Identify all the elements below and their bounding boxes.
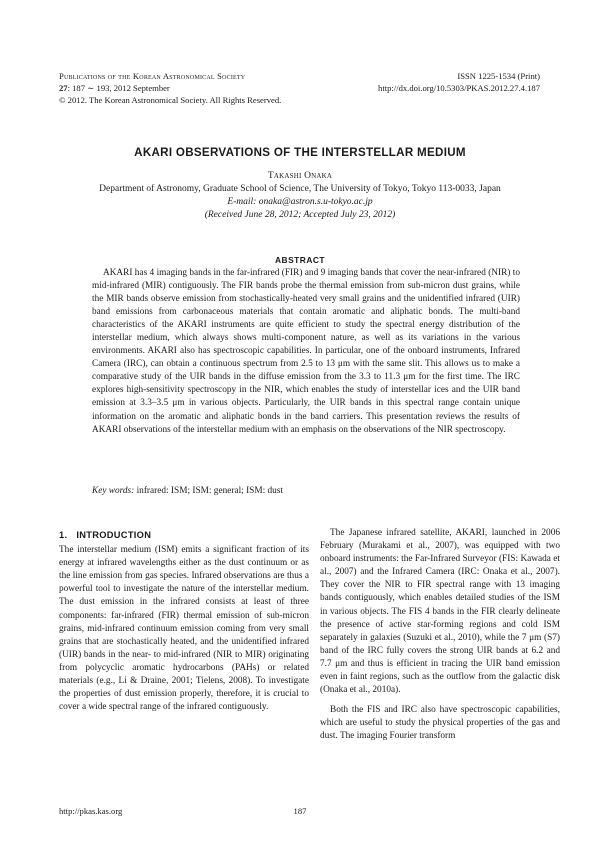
section-heading-introduction: [59, 529, 309, 542]
right-column: [320, 527, 560, 744]
email-label: E-mail:: [227, 197, 257, 207]
journal-volume-line: [59, 82, 281, 94]
page-number: 187: [293, 806, 307, 816]
received-dates: (Received June 28, 2012; Accepted July 23, 2012): [204, 210, 396, 220]
keywords-label: Key words:: [92, 486, 135, 496]
abstract-text: AKARI has 4 imaging bands in the far-infrared (FIR) and 9 imaging bands that cover the near-infrared (NIR) to mid-infrared (MIR) contiguously. The FIR bands probe the thermal emission from sub-micron dust grains, while the MIR bands observe emission from stochastically-heated very small grains and the unidentified infrared (UIR) band emissions from carbonaceous materials that contain aromatic and aliphatic bonds. The multi-band characteristics of the AKARI instruments are quite efficient to study the spectral energy distribution of the interstellar medium, which always shows multi-component nature, as well as its variations in the various environments. AKARI also has spectroscopic capabilities. In particular, one of the onboard instruments, Infrared Camera (IRC), can obtain a continuous spectrum from 2.5 to 13 μm with the same slit. This allows us to make a comparative study of the UIR bands in the diffuse emission from the 3.3 to 11.3 μm for the first time. The IRC explores high-sensitivity spectroscopy in the NIR, which enables the study of interstellar ices and the UIR band emission at 3.3–3.5 μm in various objects. Particularly, the UIR bands in this spectral range contain unique information on the aromatic and aliphatic bonds in the band carriers. This presentation reviews the results of AKARI observations of the interstellar medium with an emphasis on the observations of the NIR spectroscopy.: [92, 268, 520, 435]
article-title: AKARI OBSERVATIONS OF THE INTERSTELLAR MEDIUM: [134, 146, 466, 159]
left-column: [59, 529, 309, 714]
intro-paragraph-2: The Japanese infrared satellite, AKARI, launched in 2006 February (Murakami et al., 2007), was equipped with two onboard instruments: the Far-Infrared Surveyor (FIS: Kawada et al., 2007) and the Infrared Camera (IRC: Onaka et al., 2007). They cover the NIR to FIR spectral range with 13 imaging bands contiguously, which enables detailed studies of the ISM in various objects. The FIS 4 bands in the FIR clearly delineate the presence of active star-forming regions and cold ISM separately in galaxies (Suzuki et al., 2010), while the 7 μm (S7) band of the IRC fully covers the strong UIR bands at 6.2 and 7.7 μm and thus is efficient in tracing the UIR band emission even in faint regions, such as the outflow from the galactic disk (Onaka et al., 2010a).: [320, 528, 560, 696]
author-affiliation: Department of Astronomy, Graduate School of Science, The University of Tokyo, Tokyo 113-0033, Japan: [99, 184, 501, 194]
keywords: infrared: ISM; ISM: general; ISM: dust: [136, 486, 284, 496]
footer-url[interactable]: http://pkas.kas.org: [59, 806, 123, 816]
author-email[interactable]: onaka@astron.s.u-tokyo.ac.jp: [258, 197, 373, 207]
author-email-line: [0, 196, 600, 209]
section-number: 1.: [59, 530, 68, 540]
journal-doi-link[interactable]: http://dx.doi.org/10.5303/PKAS.2012.27.4.187: [378, 83, 540, 94]
journal-copyright: © 2012. The Korean Astronomical Society. All Rights Reserved.: [59, 95, 282, 106]
journal-volume: 27: [59, 83, 68, 94]
author-block: [0, 170, 600, 222]
section-title: INTRODUCTION: [76, 530, 152, 540]
abstract-heading: ABSTRACT: [274, 255, 326, 265]
journal-name: Publications of the Korean Astronomical Society: [59, 71, 246, 81]
author-name: Takashi Onaka: [267, 171, 333, 181]
journal-pages: : 187 ∼ 193, 2012 September: [67, 83, 170, 94]
intro-paragraph-1: The interstellar medium (ISM) emits a significant fraction of its energy at infrared wavelengths either as the dust continuum or as the line emission from gas species. Infrared observations are thus a powerful tool to investigate the nature of the interstellar medium. The dust emission in the infrared consists at least of three components: far-infrared (FIR) thermal emission of sub-micron grains, mid-infrared continuum emission coming from very small grains that are stochastically heated, and the unidentified infrared (UIR) bands in the near- to mid-infrared (NIR to MIR) originating from polycyclic aromatic hydrocarbons (PAHs) or related materials (e.g., Li & Draine, 2001; Tielens, 2008). To investigate the properties of dust emission properly, therefore, it is crucial to cover a wide spectral range of the infrared contiguously.: [59, 545, 309, 713]
journal-issn: ISSN 1225-1534 (Print): [457, 71, 540, 81]
journal-header: [59, 70, 281, 107]
journal-identifiers: [378, 70, 540, 94]
keywords-line: [92, 486, 520, 496]
intro-paragraph-3: Both the FIS and IRC also have spectroscopic capabilities, which are useful to study the physical properties of the gas and dust. The imaging Fourier transform: [320, 705, 560, 742]
